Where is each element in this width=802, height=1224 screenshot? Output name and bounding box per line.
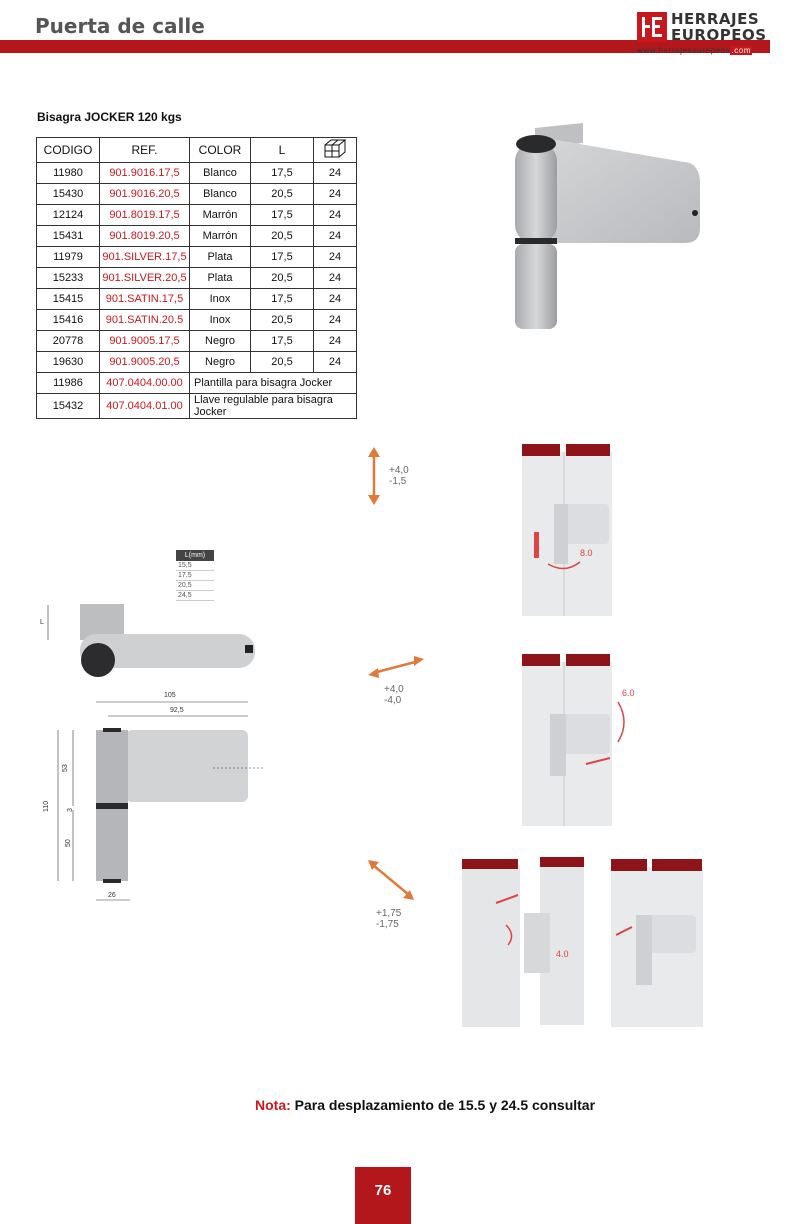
vertical-arrow-icon <box>364 447 384 505</box>
table-row <box>37 184 357 205</box>
cell-ref: 407.0404.00.00 <box>100 373 190 394</box>
adjust-plus-2: +4,0 <box>384 684 404 695</box>
cell-color: Blanco <box>190 184 251 205</box>
logo-mark-icon <box>637 12 667 42</box>
cell-code: 20778 <box>37 331 100 352</box>
cell-ref: 901.9016.17,5 <box>100 163 190 184</box>
cell-color: Inox <box>190 289 251 310</box>
cell-color: Blanco <box>190 163 251 184</box>
table-row <box>37 331 357 352</box>
adjust-range-2 <box>384 684 404 706</box>
cell-l: 20,5 <box>251 352 314 373</box>
section-title: Bisagra JOCKER 120 kgs <box>37 110 182 124</box>
cell-qty: 24 <box>314 331 357 352</box>
cell-code: 12124 <box>37 205 100 226</box>
table-row <box>37 268 357 289</box>
footnote <box>255 1097 595 1113</box>
logo-url-suffix: .com <box>731 46 752 55</box>
cell-qty: 24 <box>314 352 357 373</box>
l-size-value: 17,5 <box>176 571 214 581</box>
note-label: Nota: <box>255 1097 291 1113</box>
cell-ref: 901.8019.20,5 <box>100 226 190 247</box>
cell-ref: 901.9016.20,5 <box>100 184 190 205</box>
accessory-row <box>37 394 357 419</box>
logo-text-line1: HERRAJES <box>671 10 760 28</box>
cell-qty: 24 <box>314 163 357 184</box>
cell-code: 15432 <box>37 394 100 419</box>
table-row <box>37 163 357 184</box>
technical-drawing <box>38 688 268 910</box>
adjust-callout-1: 8.0 <box>580 548 593 558</box>
cell-qty: 24 <box>314 205 357 226</box>
cell-l: 20,5 <box>251 184 314 205</box>
dim-53: 53 <box>62 764 69 772</box>
dim-110: 110 <box>43 800 50 812</box>
cell-code: 15430 <box>37 184 100 205</box>
cell-ref: 901.SILVER.17,5 <box>100 247 190 268</box>
cell-qty: 24 <box>314 310 357 331</box>
table-row <box>37 205 357 226</box>
logo-url-main: www.herrajeseuropeos <box>637 46 731 55</box>
cell-color: Marrón <box>190 226 251 247</box>
cell-l: 17,5 <box>251 205 314 226</box>
adjust-photo-horizontal <box>510 652 650 828</box>
adjust-minus-3: -1,75 <box>376 919 399 930</box>
header-l: L <box>251 138 314 163</box>
dim-50: 50 <box>65 839 72 847</box>
adjust-minus-1: -1,5 <box>389 476 407 487</box>
box-icon <box>314 138 357 163</box>
cell-ref: 901.9005.17,5 <box>100 331 190 352</box>
cell-color: Plata <box>190 247 251 268</box>
cell-code: 15416 <box>37 310 100 331</box>
table-row <box>37 226 357 247</box>
cell-code: 11979 <box>37 247 100 268</box>
l-size-header: L(mm) <box>176 550 214 561</box>
cell-ref: 901.SATIN.20.5 <box>100 310 190 331</box>
header-color: COLOR <box>190 138 251 163</box>
cell-qty: 24 <box>314 184 357 205</box>
cell-color: Negro <box>190 331 251 352</box>
cell-description: Plantilla para bisagra Jocker <box>190 373 357 394</box>
table-row <box>37 289 357 310</box>
cell-qty: 24 <box>314 268 357 289</box>
cell-ref: 901.8019.17,5 <box>100 205 190 226</box>
cell-color: Marrón <box>190 205 251 226</box>
cell-code: 11980 <box>37 163 100 184</box>
cell-ref: 407.0404.01.00 <box>100 394 190 419</box>
cell-code: 15431 <box>37 226 100 247</box>
cell-color: Plata <box>190 268 251 289</box>
cell-code: 11986 <box>37 373 100 394</box>
dim-3: 3 <box>67 808 74 812</box>
adjust-range-1 <box>389 465 409 487</box>
cell-l: 17,5 <box>251 247 314 268</box>
table-row <box>37 310 357 331</box>
dim-26: 26 <box>108 892 116 899</box>
accessory-row <box>37 373 357 394</box>
table-row <box>37 247 357 268</box>
page-number: 76 <box>355 1167 411 1224</box>
adjust-range-3 <box>376 908 401 930</box>
cell-color: Negro <box>190 352 251 373</box>
cell-qty: 24 <box>314 247 357 268</box>
adjust-plus-1: +4,0 <box>389 465 409 476</box>
cell-description: Llave regulable para bisagra Jocker <box>190 394 357 419</box>
cell-code: 15415 <box>37 289 100 310</box>
adjust-minus-2: -4,0 <box>384 695 402 706</box>
cell-l: 17,5 <box>251 163 314 184</box>
cell-l: 17,5 <box>251 331 314 352</box>
l-size-value: 24,5 <box>176 591 214 601</box>
cell-code: 19630 <box>37 352 100 373</box>
logo-text-line2: EUROPEOS <box>671 26 767 44</box>
hinge-top-view <box>40 600 270 690</box>
cell-color: Inox <box>190 310 251 331</box>
brand-logo <box>637 10 767 58</box>
adjust-callout-3: 4.0 <box>556 949 569 959</box>
dim-92-5: 92,5 <box>170 707 184 714</box>
product-table <box>36 137 357 419</box>
table-header-row <box>37 138 357 163</box>
adjust-photo-vertical <box>510 442 620 618</box>
adjust-photo-compression <box>456 855 706 1030</box>
note-text: Para desplazamiento de 15.5 y 24.5 consultar <box>290 1097 596 1113</box>
cell-l: 20,5 <box>251 226 314 247</box>
cell-qty: 24 <box>314 226 357 247</box>
cell-ref: 901.SATIN.17,5 <box>100 289 190 310</box>
l-size-table <box>176 550 214 601</box>
cell-l: 17,5 <box>251 289 314 310</box>
cell-ref: 901.9005.20,5 <box>100 352 190 373</box>
table-row <box>37 352 357 373</box>
diagonal-arrow-icon <box>368 860 414 900</box>
header-code: CODIGO <box>37 138 100 163</box>
cell-l: 20,5 <box>251 310 314 331</box>
l-size-value: 20,5 <box>176 581 214 591</box>
cell-code: 15233 <box>37 268 100 289</box>
page-title: Puerta de calle <box>35 14 205 38</box>
logo-url <box>637 46 752 55</box>
adjust-plus-3: +1,75 <box>376 908 402 919</box>
adjust-callout-2: 6.0 <box>622 688 635 698</box>
header-ref: REF. <box>100 138 190 163</box>
l-dimension-label: L <box>40 619 44 626</box>
cell-ref: 901.SILVER.20,5 <box>100 268 190 289</box>
cell-l: 20,5 <box>251 268 314 289</box>
hinge-photo <box>505 118 715 338</box>
cell-qty: 24 <box>314 289 357 310</box>
l-size-value: 15,5 <box>176 561 214 571</box>
dim-105: 105 <box>164 692 176 699</box>
horizontal-arrow-icon <box>368 656 424 678</box>
